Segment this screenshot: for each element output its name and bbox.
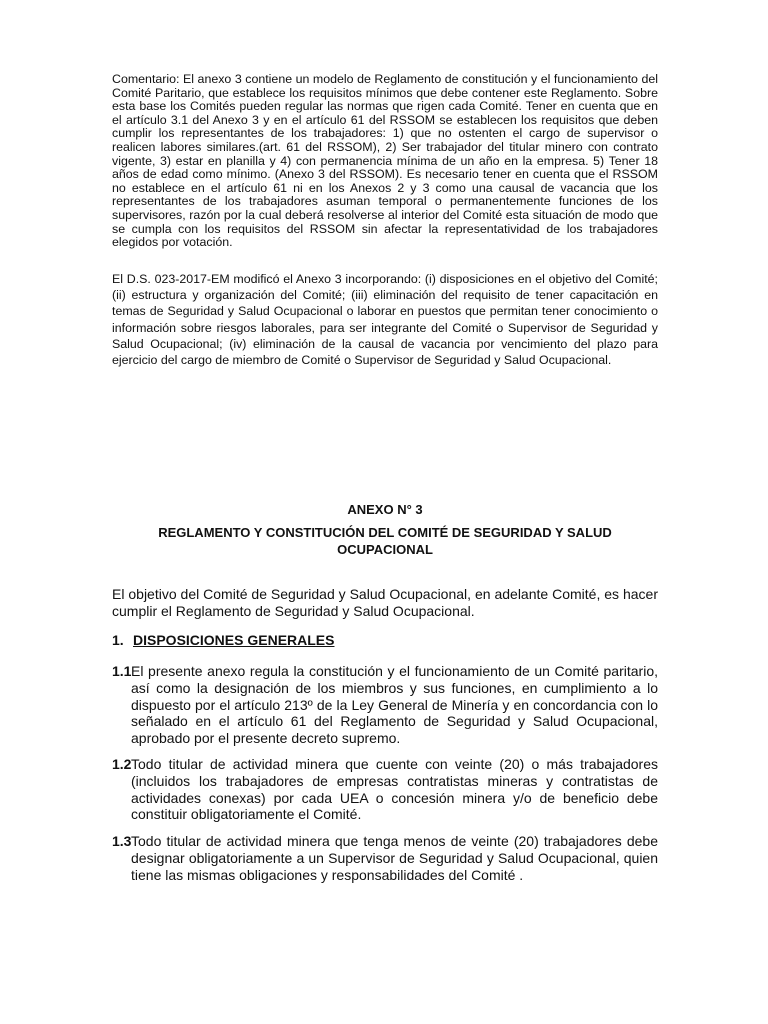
objective-block — [112, 586, 658, 620]
clause-text: El presente anexo regula la constitución y el funcionamiento de un Comité paritario, así como la designación de los miembros y sus funciones, en cumplimiento a lo dispuesto por el artículo 213º de la Ley General de Minería y en concordancia con lo señalado en el artículo 61 del Reglamento de Seguridad y Salud Ocupacional, aprobado por el presente decreto supremo. — [131, 663, 658, 747]
annex-title-heading: REGLAMENTO Y CONSTITUCIÓN DEL COMITÉ DE SEGURIDAD Y SALUD OCUPACIONAL — [158, 525, 612, 557]
section-heading — [112, 632, 334, 648]
amendment-paragraph: El D.S. 023-2017-EM modificó el Anexo 3 incorporando: (i) disposiciones en el objetivo del Comité; (ii) estructura y organización del Comité; (iii) eliminación del requisito de tener capacitación en temas de Seguridad y Salud Ocupacional o laborar en puestos que permitan tener conocimiento o información sobre riesgos laborales, para ser integrante del Comité o Supervisor de Seguridad y Salud Ocupacional; (iv) eliminación de la causal de vacancia por vencimiento del plazo para ejercicio del cargo de miembro de Comité o Supervisor de Seguridad y Salud Ocupacional. — [112, 272, 658, 368]
clause-number: 1.2 — [112, 756, 132, 772]
section-number: 1. — [112, 632, 124, 648]
comment-paragraph: Comentario: El anexo 3 contiene un modelo de Reglamento de constitución y el funcionamiento del Comité Paritario, que establece los requisitos mínimos que debe contener este Reglamento. Sobre esta base los Comités pueden regular las normas que rigen cada Comité. Tener en cuenta que en el artículo 3.1 del Anexo 3 y en el artículo 61 del RSSOM se establecen los requisitos que deben cumplir los representantes de los trabajadores: 1) que no ostenten el cargo de supervisor o realicen labores similares.(art. 61 del RSSOM), 2) Ser trabajador del titular minero con contrato vigente, 3) estar en planilla y 4) con permanencia mínima de un año en la empresa. 5) Tener 18 años de edad como mínimo. (Anexo 3 del RSSOM). Es necesario tener en cuenta que el RSSOM no establece en el artículo 61 ni en los Anexos 2 y 3 como una causal de vacancia que los representantes de los trabajadores asuman temporal o permanentemente funciones de los supervisores, razón por la cual deberá resolverse al interior del Comité esta situación de modo que se cumpla con los requisitos del RSSOM sin afectar la representatividad de los trabajadores elegidos por votación. — [112, 72, 658, 250]
annex-number-heading: ANEXO N° 3 — [347, 502, 423, 517]
objective-paragraph: El objetivo del Comité de Seguridad y Salud Ocupacional, en adelante Comité, es hacer cumplir el Reglamento de Seguridad y Salud Ocupacional. — [112, 586, 658, 619]
clause-number: 1.1 — [112, 663, 132, 679]
clause-item — [112, 833, 658, 883]
comment-block — [112, 73, 658, 250]
section-title: DISPOSICIONES GENERALES — [133, 632, 335, 648]
clause-item — [112, 663, 658, 747]
amendment-note — [112, 271, 658, 368]
clause-item — [112, 756, 658, 823]
clause-number: 1.3 — [112, 833, 132, 849]
clause-text: Todo titular de actividad minera que cuente con veinte (20) o más trabajadores (incluidos los trabajadores de empresas contratistas mineras y contratistas de actividades conexas) por cada UEA o concesión minera y/o de beneficio debe constituir obligatoriamente el Comité. — [131, 756, 658, 823]
clause-text: Todo titular de actividad minera que tenga menos de veinte (20) trabajadores debe designar obligatoriamente a un Supervisor de Seguridad y Salud Ocupacional, quien tiene las mismas obligaciones y responsabilidades del Comité . — [131, 833, 658, 883]
